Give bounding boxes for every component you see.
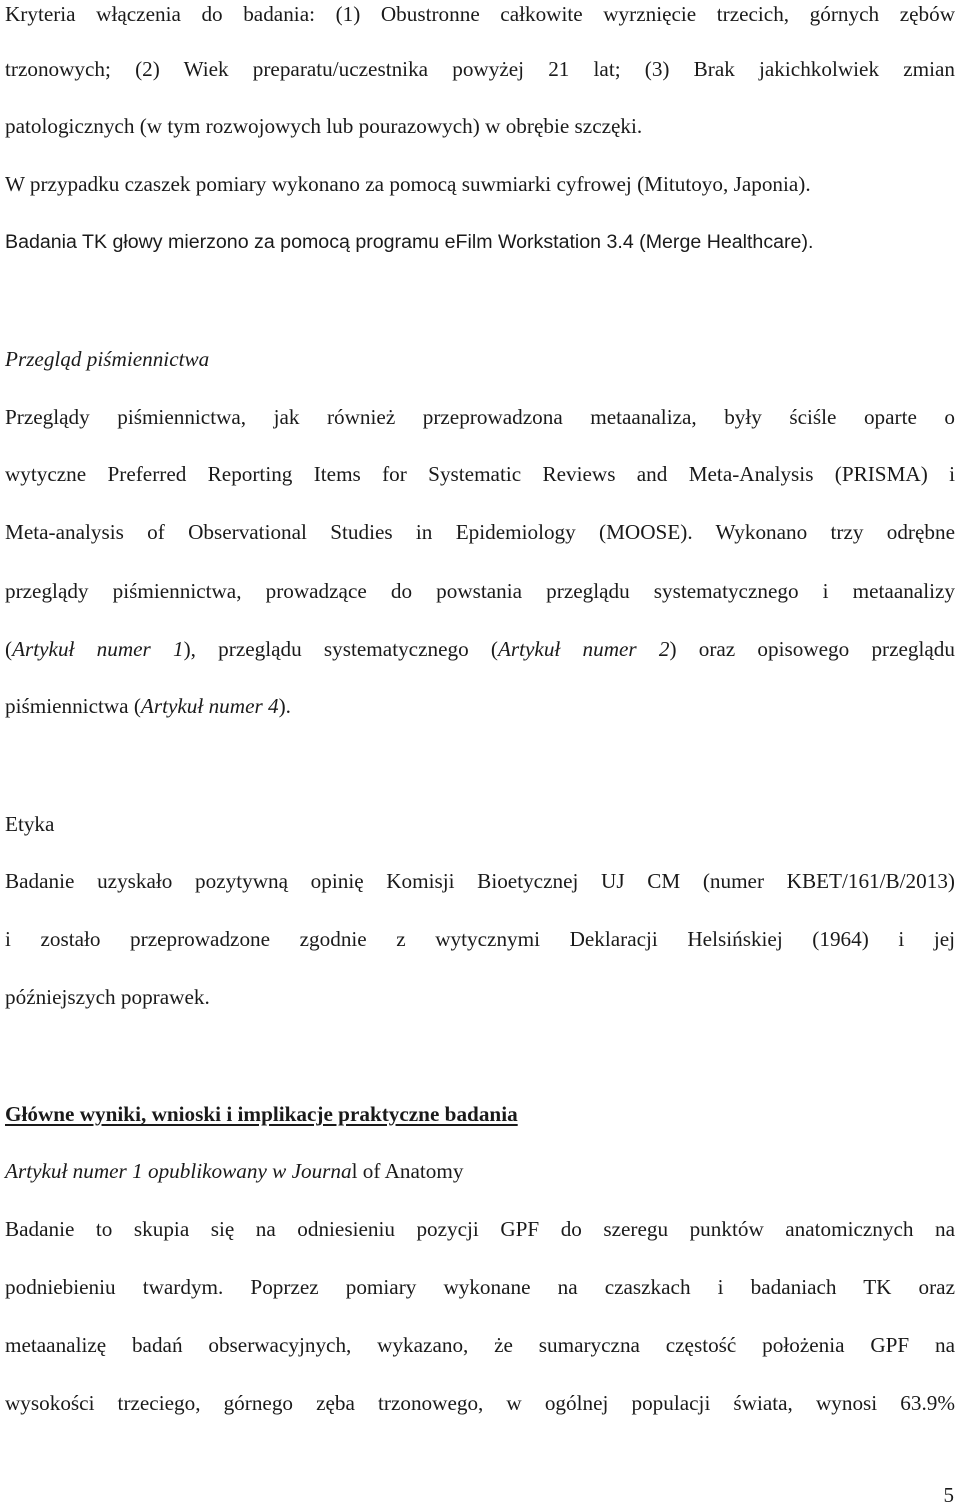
text-run: piśmiennictwa (	[5, 694, 141, 718]
article-reference: Artykuł numer 2	[497, 637, 670, 661]
article-reference: Artykuł numer 1	[12, 637, 184, 661]
ethics-paragraph-line: późniejszych poprawek.	[5, 985, 210, 1009]
results-paragraph-line: wysokości trzeciego, górnego zęba trzonowego, w ogólnej populacji świata, wynosi 63.9%	[5, 1391, 955, 1415]
ethics-paragraph-line: i zostało przeprowadzone zgodnie z wytycznymi Deklaracji Helsińskiej (1964) i jej	[5, 927, 955, 951]
page-number: 5	[943, 1483, 954, 1507]
text-run: (	[5, 637, 13, 661]
text-run: l of Anatomy	[351, 1159, 464, 1183]
literature-paragraph-line: wytyczne Preferred Reporting Items for Systematic Reviews and Meta-Analysis (PRISMA) i	[5, 462, 955, 486]
article-1-subheading	[5, 1157, 955, 1185]
measurement-method-line: W przypadku czaszek pomiary wykonano za pomocą suwmiarki cyfrowej (Mitutoyo, Japonia).	[5, 172, 811, 196]
inclusion-criteria-line-3: patologicznych (w tym rozwojowych lub pourazowych) w obrębie szczęki.	[5, 114, 643, 138]
results-paragraph-line: Badanie to skupia się na odniesieniu pozycji GPF do szeregu punktów anatomicznych na	[5, 1217, 955, 1241]
literature-paragraph-line	[5, 635, 955, 663]
text-run: ).	[278, 694, 291, 718]
results-paragraph-line: metaanalizę badań obserwacyjnych, wykazano, że sumaryczna częstość położenia GPF na	[5, 1333, 955, 1357]
inclusion-criteria-line-1: Kryteria włączenia do badania: (1) Obustronne całkowite wyrznięcie trzecich, górnych zębów	[5, 2, 955, 26]
journal-italic-run: Artykuł numer 1 opublikowany w Journa	[5, 1159, 352, 1183]
text-run: ), przeglądu systematycznego (	[183, 637, 498, 661]
results-paragraph-line: podniebieniu twardym. Poprzez pomiary wykonane na czaszkach i badaniach TK oraz	[5, 1275, 955, 1299]
literature-paragraph-line: przeglądy piśmiennictwa, prowadzące do powstania przeglądu systematycznego i metaanalizy	[5, 579, 955, 603]
literature-paragraph-line: Przeglądy piśmiennictwa, jak również przeprowadzona metaanaliza, były ściśle oparte o	[5, 405, 955, 429]
article-reference: Artykuł numer 4	[140, 694, 279, 718]
results-heading: Główne wyniki, wnioski i implikacje praktyczne badania	[5, 1102, 518, 1126]
text-run: ) oraz opisowego przeglądu	[669, 637, 955, 661]
ct-measurement-line: Badania TK głowy mierzono za pomocą programu eFilm Workstation 3.4 (Merge Healthcare).	[5, 231, 814, 253]
literature-paragraph-line: Meta-analysis of Observational Studies in Epidemiology (MOOSE). Wykonano trzy odrębne	[5, 520, 955, 544]
literature-review-heading: Przegląd piśmiennictwa	[5, 347, 210, 371]
inclusion-criteria-line-2: trzonowych; (2) Wiek preparatu/uczestnika powyżej 21 lat; (3) Brak jakichkolwiek zmian	[5, 57, 955, 81]
ethics-heading: Etyka	[5, 812, 55, 836]
ethics-paragraph-line: Badanie uzyskało pozytywną opinię Komisji Bioetycznej UJ CM (numer KBET/161/B/2013)	[5, 869, 955, 893]
literature-paragraph-line	[5, 692, 955, 720]
